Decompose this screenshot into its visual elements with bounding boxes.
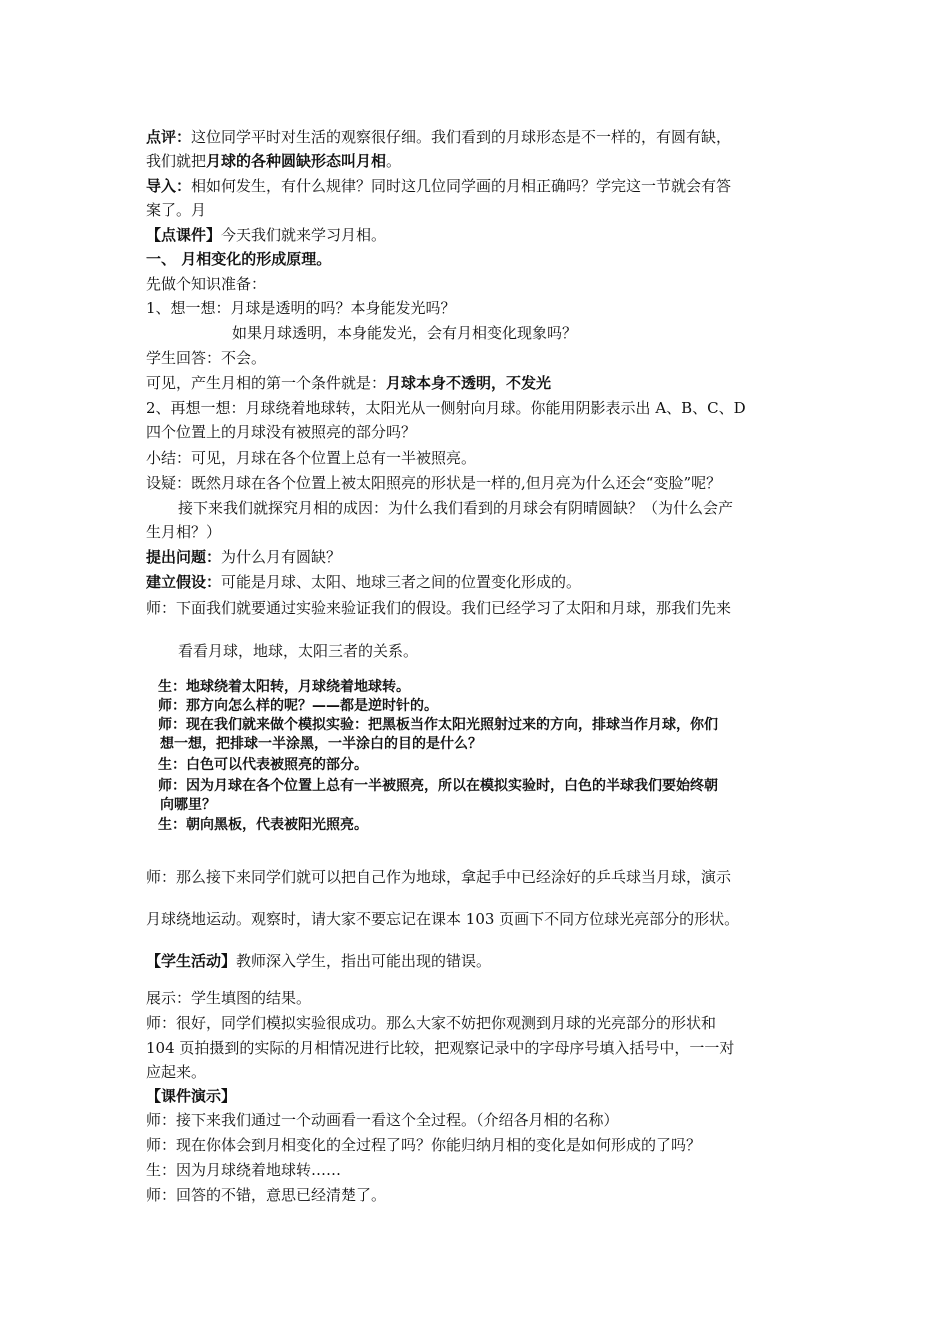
dialogue-line-4: 想一想，把排球一半涂黑，一半涂白的目的是什么？ — [160, 736, 482, 752]
dialogue-line-2: 师：那方向怎么样的呢？——都是逆时针的。 — [158, 698, 438, 714]
teacher-line-6: 师：回答的不错，意思已经清楚了。 — [146, 1186, 387, 1204]
comment-line-1: 点评：这位同学平时对生活的观察很仔细。我们看到的月球形态是不一样的，有圆有缺， — [146, 128, 732, 146]
summary-line: 小结：可见，月球在各个位置上总有一半被照亮。 — [146, 449, 477, 467]
condition-line: 可见，产生月相的第一个条件就是：月球本身不透明，不发光 — [146, 374, 552, 392]
teacher-line-2b: 月球绕地运动。观察时，请大家不要忘记在课本 103 页画下不同方位球光亮部分的形状。 — [146, 910, 740, 928]
problem-line: 提出问题：为什么月有圆缺？ — [146, 548, 342, 566]
student-line: 生：因为月球绕着地球转…… — [146, 1161, 342, 1179]
intro-line-2: 案了。月 — [146, 201, 207, 219]
teacher-line-3c: 应起来。 — [146, 1063, 207, 1081]
courseware-line: 【点课件】今天我们就来学习月相。 — [146, 226, 387, 244]
activity-line: 【学生活动】教师深入学生，指出可能出现的错误。 — [146, 952, 492, 970]
dialogue-line-1: 生：地球绕着太阳转，月球绕着地球转。 — [158, 679, 410, 695]
intro-line-1: 导入：相如何发生，有什么规律？同时这几位同学画的月相正确吗？学完这一节就会有答 — [146, 177, 732, 195]
doubt-line: 设疑：既然月球在各个位置上被太阳照亮的形状是一样的,但月亮为什么还会“变脸”呢？ — [146, 474, 722, 492]
explore-line-2: 生月相？） — [146, 523, 222, 541]
explore-line-1: 接下来我们就探究月相的成因：为什么我们看到的月球会有阴晴圆缺？（为什么会产 — [178, 499, 734, 517]
demo-heading: 【课件演示】 — [146, 1087, 237, 1105]
dialogue-line-3: 师：现在我们就来做个模拟实验：把黑板当作太阳光照射过来的方向，排球当作月球，你们 — [158, 717, 718, 733]
hypothesis-line: 建立假设：可能是月球、太阳、地球三者之间的位置变化形成的。 — [146, 573, 582, 591]
teacher-line-1b: 看看月球，地球，太阳三者的关系。 — [178, 642, 419, 660]
comment-line-2: 我们就把月球的各种圆缺形态叫月相。 — [146, 152, 402, 170]
teacher-line-3b: 104 页拍摄到的实际的月相情况进行比较，把观察记录中的字母序号填入括号中，一一对 — [146, 1039, 735, 1057]
show-line: 展示：学生填图的结果。 — [146, 989, 312, 1007]
dialogue-line-5: 生：白色可以代表被照亮的部分。 — [158, 757, 368, 773]
student-answer: 学生回答：不会。 — [146, 349, 267, 367]
question-1: 1、想一想：月球是透明的吗？本身能发光吗？ — [146, 299, 456, 317]
section-heading: 一、 月相变化的形成原理。 — [146, 250, 332, 268]
dialogue-line-6: 师：因为月球在各个位置上总有一半被照亮，所以在模拟实验时，白色的半球我们要始终朝 — [158, 778, 718, 794]
question-2-line-1: 2、再想一想：月球绕着地球转，太阳光从一侧射向月球。你能用阴影表示出 A、B、C、D — [146, 399, 746, 417]
teacher-line-2a: 师：那么接下来同学们就可以把自己作为地球，拿起手中已经涂好的乒乓球当月球，演示 — [146, 868, 732, 886]
question-2-line-2: 四个位置上的月球没有被照亮的部分吗？ — [146, 423, 417, 441]
question-1-followup: 如果月球透明，本身能发光，会有月相变化现象吗？ — [232, 324, 578, 342]
prep-line: 先做个知识准备： — [146, 275, 267, 293]
teacher-line-5: 师：现在你体会到月相变化的全过程了吗？你能归纳月相的变化是如何形成的了吗？ — [146, 1136, 702, 1154]
dialogue-line-8: 生：朝向黑板，代表被阳光照亮。 — [158, 817, 368, 833]
teacher-line-4: 师：接下来我们通过一个动画看一看这个全过程。（介绍各月相的名称） — [146, 1111, 619, 1129]
teacher-line-3a: 师：很好，同学们模拟实验很成功。那么大家不妨把你观测到月球的光亮部分的形状和 — [146, 1014, 717, 1032]
teacher-line-1a: 师：下面我们就要通过实验来验证我们的假设。我们已经学习了太阳和月球，那我们先来 — [146, 599, 732, 617]
dialogue-line-7: 向哪里？ — [160, 797, 216, 813]
